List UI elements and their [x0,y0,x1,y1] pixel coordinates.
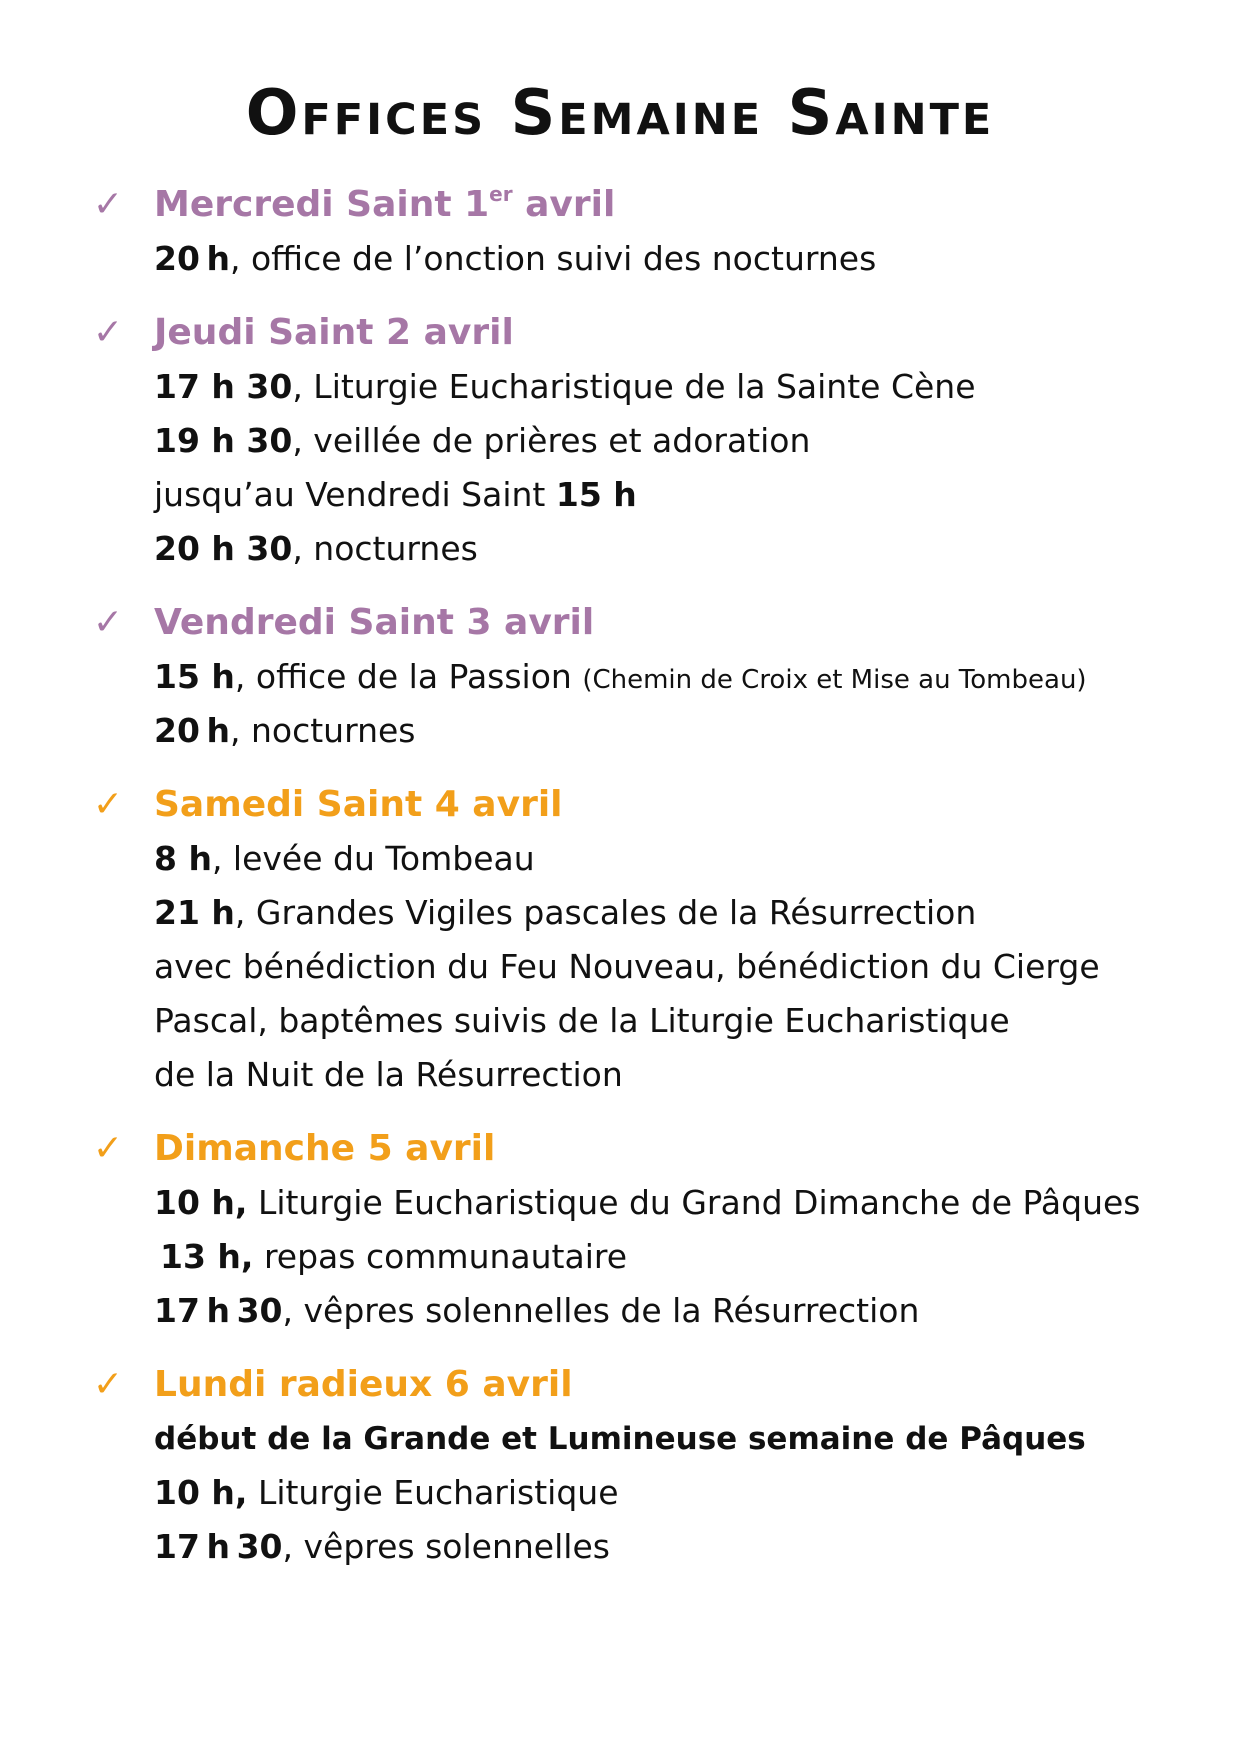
schedule-line: 21 h, Grandes Vigiles pascales de la Résurrection [154,893,977,932]
check-icon: ✓ [92,1364,124,1405]
schedule-line: 17 h 30, vêpres solennelles de la Résurrection [154,1291,920,1330]
schedule-line: 10 h, Liturgie Eucharistique du Grand Dimanche de Pâques [154,1183,1141,1222]
day-heading: Jeudi Saint 2 avril [154,312,514,353]
schedule-line: 20 h, office de l’onction suivi des nocturnes [154,239,877,278]
schedule-line: 15 h, office de la Passion (Chemin de Croix et Mise au Tombeau) [154,657,1087,696]
schedule-line: 19 h 30, veillée de prières et adoration [154,421,811,460]
check-icon: ✓ [92,312,124,353]
schedule-section [0,778,1240,1102]
day-heading: Vendredi Saint 3 avril [154,602,595,643]
schedule-section [0,306,1240,576]
schedule-line: 8 h, levée du Tombeau [154,839,535,878]
schedule-line: 10 h, Liturgie Eucharistique [154,1473,619,1512]
schedule-line: début de la Grande et Lumineuse semaine de Pâques [154,1421,1086,1457]
check-icon: ✓ [92,784,124,825]
day-heading: Lundi radieux 6 avril [154,1364,573,1405]
schedule [0,178,1240,1594]
page-title: Offices Semaine Sainte [245,76,995,149]
check-icon: ✓ [92,1128,124,1169]
schedule-note: (Chemin de Croix et Mise au Tombeau) [582,665,1087,695]
schedule-line: de la Nuit de la Résurrection [154,1055,623,1094]
day-heading: Dimanche 5 avril [154,1128,496,1169]
day-heading: Samedi Saint 4 avril [154,784,563,825]
schedule-line: 17 h 30, vêpres solennelles [154,1527,610,1566]
schedule-section [0,1358,1240,1574]
schedule-line: 17 h 30, Liturgie Eucharistique de la Sainte Cène [154,367,976,406]
schedule-section [0,596,1240,758]
schedule-section [0,1122,1240,1338]
schedule-line: 13 h, repas communautaire [160,1237,628,1276]
schedule-line: 20 h 30, nocturnes [154,529,478,568]
check-icon: ✓ [92,602,124,643]
schedule-section [0,178,1240,286]
schedule-line: Pascal, baptêmes suivis de la Liturgie Eucharistique [154,1001,1010,1040]
day-heading: Mercredi Saint 1er avril [154,182,616,225]
schedule-line: 20 h, nocturnes [154,711,416,750]
schedule-line: avec bénédiction du Feu Nouveau, bénédiction du Cierge [154,947,1100,986]
schedule-line: jusqu’au Vendredi Saint 15 h [154,475,637,514]
check-icon: ✓ [92,184,124,225]
